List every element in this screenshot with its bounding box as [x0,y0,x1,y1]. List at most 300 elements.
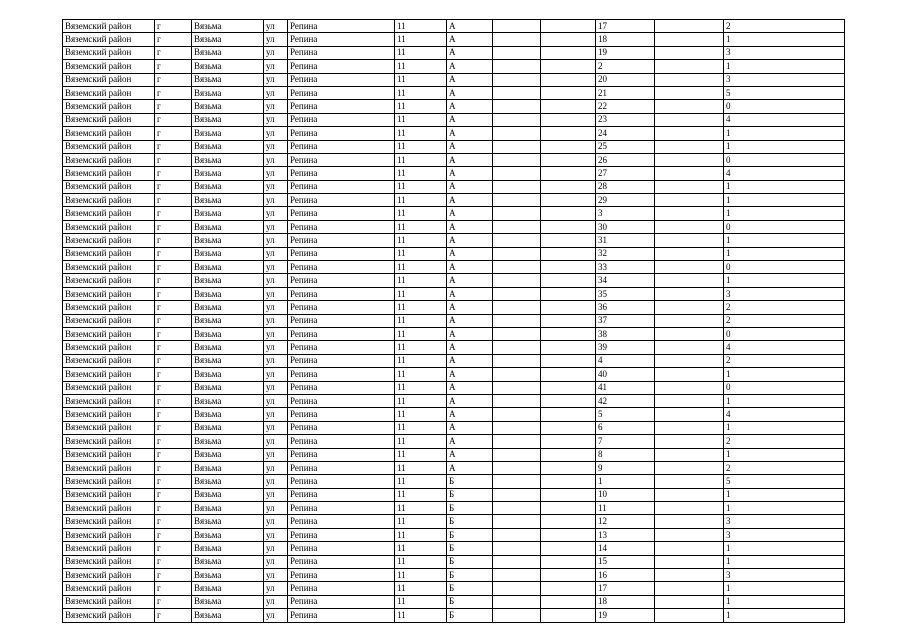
cell-count: 1 [724,595,845,608]
cell-building [493,381,541,394]
cell-count: 0 [724,327,845,340]
table-row [63,113,845,126]
cell-locality: Вязьма [192,46,264,59]
cell-locality-type: г [155,100,192,113]
cell-locality: Вязьма [192,555,264,568]
cell-extra [655,33,724,46]
cell-count: 5 [724,475,845,488]
cell-street: Репина [288,354,395,367]
cell-building [493,86,541,99]
cell-district: Вяземский район [63,86,155,99]
cell-structure [541,100,596,113]
cell-locality-type: г [155,421,192,434]
cell-letter: Б [447,475,493,488]
cell-locality: Вязьма [192,582,264,595]
cell-locality-type: г [155,20,192,33]
cell-locality-type: г [155,354,192,367]
table-row [63,327,845,340]
cell-count: 1 [724,207,845,220]
cell-count: 4 [724,408,845,421]
cell-locality: Вязьма [192,515,264,528]
cell-structure [541,220,596,233]
cell-district: Вяземский район [63,515,155,528]
cell-house: 11 [395,113,447,126]
cell-house: 11 [395,448,447,461]
cell-letter: А [447,341,493,354]
cell-extra [655,60,724,73]
cell-locality-type: г [155,194,192,207]
cell-locality: Вязьма [192,435,264,448]
cell-apartment: 40 [596,368,655,381]
table-row [63,528,845,541]
cell-street: Репина [288,261,395,274]
cell-street-type: ул [264,327,288,340]
cell-district: Вяземский район [63,73,155,86]
cell-house: 11 [395,461,447,474]
cell-building [493,167,541,180]
cell-district: Вяземский район [63,287,155,300]
cell-street-type: ул [264,247,288,260]
cell-count: 2 [724,354,845,367]
cell-street: Репина [288,20,395,33]
cell-letter: А [447,421,493,434]
cell-locality-type: г [155,127,192,140]
cell-count: 3 [724,569,845,582]
cell-structure [541,609,596,622]
cell-locality: Вязьма [192,20,264,33]
cell-street: Репина [288,341,395,354]
cell-building [493,140,541,153]
cell-district: Вяземский район [63,448,155,461]
cell-apartment: 8 [596,448,655,461]
table-row [63,140,845,153]
table-row [63,368,845,381]
cell-street-type: ул [264,555,288,568]
cell-structure [541,301,596,314]
cell-building [493,542,541,555]
cell-locality: Вязьма [192,127,264,140]
cell-street: Репина [288,60,395,73]
cell-locality: Вязьма [192,368,264,381]
table-row [63,127,845,140]
cell-house: 11 [395,73,447,86]
cell-extra [655,448,724,461]
cell-locality-type: г [155,60,192,73]
cell-house: 11 [395,207,447,220]
cell-building [493,20,541,33]
cell-apartment: 7 [596,435,655,448]
cell-structure [541,46,596,59]
cell-district: Вяземский район [63,488,155,501]
table-row [63,394,845,407]
cell-extra [655,113,724,126]
table-row [63,46,845,59]
cell-structure [541,394,596,407]
cell-house: 11 [395,609,447,622]
cell-street: Репина [288,153,395,166]
cell-house: 11 [395,287,447,300]
cell-house: 11 [395,194,447,207]
table-row [63,194,845,207]
cell-street-type: ул [264,20,288,33]
table-row [63,408,845,421]
cell-district: Вяземский район [63,354,155,367]
table-row [63,234,845,247]
cell-locality-type: г [155,247,192,260]
cell-letter: А [447,287,493,300]
cell-structure [541,73,596,86]
cell-house: 11 [395,435,447,448]
cell-structure [541,488,596,501]
cell-extra [655,194,724,207]
cell-locality: Вязьма [192,448,264,461]
cell-building [493,354,541,367]
cell-district: Вяземский район [63,408,155,421]
cell-street: Репина [288,33,395,46]
cell-building [493,274,541,287]
cell-letter: А [447,73,493,86]
cell-count: 1 [724,140,845,153]
cell-structure [541,515,596,528]
cell-street: Репина [288,542,395,555]
cell-district: Вяземский район [63,502,155,515]
cell-building [493,153,541,166]
cell-house: 11 [395,515,447,528]
cell-house: 11 [395,261,447,274]
cell-letter: А [447,33,493,46]
cell-apartment: 31 [596,234,655,247]
cell-street-type: ул [264,488,288,501]
cell-structure [541,127,596,140]
cell-apartment: 32 [596,247,655,260]
cell-locality: Вязьма [192,100,264,113]
cell-apartment: 6 [596,421,655,434]
cell-locality-type: г [155,394,192,407]
cell-structure [541,180,596,193]
table-row [63,153,845,166]
cell-district: Вяземский район [63,461,155,474]
table-row [63,73,845,86]
cell-street-type: ул [264,448,288,461]
cell-house: 11 [395,247,447,260]
cell-structure [541,582,596,595]
cell-letter: Б [447,609,493,622]
cell-street-type: ул [264,461,288,474]
cell-house: 11 [395,220,447,233]
cell-locality-type: г [155,341,192,354]
cell-locality: Вязьма [192,73,264,86]
cell-house: 11 [395,180,447,193]
cell-extra [655,20,724,33]
cell-locality: Вязьма [192,341,264,354]
cell-count: 1 [724,555,845,568]
cell-street-type: ул [264,234,288,247]
cell-count: 0 [724,153,845,166]
cell-extra [655,461,724,474]
cell-structure [541,327,596,340]
cell-street: Репина [288,287,395,300]
cell-count: 0 [724,220,845,233]
cell-house: 11 [395,475,447,488]
cell-building [493,609,541,622]
cell-count: 1 [724,247,845,260]
cell-letter: Б [447,582,493,595]
cell-count: 1 [724,127,845,140]
cell-building [493,435,541,448]
cell-apartment: 34 [596,274,655,287]
cell-count: 1 [724,502,845,515]
cell-district: Вяземский район [63,569,155,582]
cell-count: 4 [724,341,845,354]
cell-locality-type: г [155,274,192,287]
cell-locality-type: г [155,180,192,193]
cell-count: 0 [724,261,845,274]
cell-street-type: ул [264,542,288,555]
cell-letter: А [447,113,493,126]
cell-locality: Вязьма [192,207,264,220]
cell-locality: Вязьма [192,140,264,153]
cell-street: Репина [288,301,395,314]
cell-street-type: ул [264,354,288,367]
cell-apartment: 14 [596,542,655,555]
cell-building [493,528,541,541]
cell-building [493,475,541,488]
table-row [63,421,845,434]
cell-street: Репина [288,528,395,541]
cell-district: Вяземский район [63,180,155,193]
cell-locality-type: г [155,515,192,528]
cell-letter: А [447,234,493,247]
cell-apartment: 41 [596,381,655,394]
cell-structure [541,542,596,555]
table-row [63,569,845,582]
cell-letter: А [447,180,493,193]
cell-locality: Вязьма [192,542,264,555]
table-row [63,448,845,461]
cell-locality: Вязьма [192,247,264,260]
cell-apartment: 33 [596,261,655,274]
cell-house: 11 [395,542,447,555]
cell-count: 3 [724,515,845,528]
cell-letter: А [447,220,493,233]
cell-district: Вяземский район [63,475,155,488]
cell-apartment: 5 [596,408,655,421]
cell-house: 11 [395,86,447,99]
cell-structure [541,261,596,274]
cell-letter: А [447,381,493,394]
cell-street-type: ул [264,261,288,274]
cell-letter: А [447,247,493,260]
cell-structure [541,314,596,327]
cell-street-type: ул [264,86,288,99]
cell-structure [541,475,596,488]
cell-structure [541,354,596,367]
cell-structure [541,435,596,448]
cell-letter: А [447,86,493,99]
cell-district: Вяземский район [63,314,155,327]
cell-extra [655,73,724,86]
table-row [63,354,845,367]
cell-letter: А [447,435,493,448]
cell-street: Репина [288,274,395,287]
cell-locality-type: г [155,488,192,501]
cell-street: Репина [288,515,395,528]
cell-apartment: 26 [596,153,655,166]
cell-street-type: ул [264,595,288,608]
cell-building [493,595,541,608]
table-row [63,314,845,327]
cell-extra [655,100,724,113]
table-body [63,20,845,623]
cell-district: Вяземский район [63,46,155,59]
cell-building [493,261,541,274]
cell-house: 11 [395,502,447,515]
cell-street: Репина [288,127,395,140]
cell-locality-type: г [155,167,192,180]
cell-letter: А [447,448,493,461]
table-row [63,60,845,73]
cell-letter: А [447,153,493,166]
cell-locality-type: г [155,555,192,568]
cell-building [493,502,541,515]
cell-locality: Вязьма [192,180,264,193]
cell-extra [655,475,724,488]
cell-apartment: 3 [596,207,655,220]
table-row [63,207,845,220]
cell-count: 5 [724,86,845,99]
cell-house: 11 [395,167,447,180]
cell-street: Репина [288,180,395,193]
cell-count: 1 [724,394,845,407]
cell-house: 11 [395,368,447,381]
cell-locality: Вязьма [192,86,264,99]
cell-house: 11 [395,301,447,314]
cell-locality-type: г [155,609,192,622]
cell-extra [655,140,724,153]
cell-house: 11 [395,528,447,541]
cell-structure [541,341,596,354]
cell-extra [655,301,724,314]
table-row [63,595,845,608]
cell-letter: Б [447,542,493,555]
cell-house: 11 [395,408,447,421]
cell-building [493,421,541,434]
cell-count: 1 [724,60,845,73]
cell-locality-type: г [155,113,192,126]
cell-count: 0 [724,100,845,113]
cell-letter: А [447,301,493,314]
cell-extra [655,127,724,140]
cell-house: 11 [395,569,447,582]
cell-district: Вяземский район [63,127,155,140]
table-row [63,20,845,33]
cell-extra [655,247,724,260]
cell-street-type: ул [264,46,288,59]
cell-house: 11 [395,394,447,407]
cell-apartment: 23 [596,113,655,126]
cell-structure [541,234,596,247]
cell-letter: Б [447,528,493,541]
cell-street-type: ул [264,220,288,233]
cell-letter: А [447,314,493,327]
cell-extra [655,595,724,608]
cell-letter: А [447,368,493,381]
cell-street-type: ул [264,127,288,140]
cell-extra [655,287,724,300]
table-row [63,582,845,595]
cell-locality: Вязьма [192,287,264,300]
cell-structure [541,408,596,421]
cell-street-type: ул [264,582,288,595]
cell-house: 11 [395,20,447,33]
cell-district: Вяземский район [63,609,155,622]
cell-structure [541,274,596,287]
cell-house: 11 [395,234,447,247]
table-row [63,100,845,113]
cell-district: Вяземский район [63,274,155,287]
cell-letter: А [447,354,493,367]
cell-district: Вяземский район [63,153,155,166]
cell-letter: А [447,167,493,180]
cell-letter: А [447,127,493,140]
cell-building [493,327,541,340]
cell-count: 1 [724,421,845,434]
cell-extra [655,167,724,180]
cell-street-type: ул [264,167,288,180]
cell-apartment: 28 [596,180,655,193]
cell-building [493,341,541,354]
cell-locality-type: г [155,528,192,541]
cell-apartment: 20 [596,73,655,86]
cell-apartment: 22 [596,100,655,113]
cell-locality-type: г [155,314,192,327]
cell-street-type: ул [264,180,288,193]
cell-locality-type: г [155,33,192,46]
cell-district: Вяземский район [63,394,155,407]
cell-structure [541,421,596,434]
cell-letter: Б [447,502,493,515]
cell-locality-type: г [155,381,192,394]
cell-structure [541,381,596,394]
cell-count: 1 [724,448,845,461]
cell-building [493,368,541,381]
cell-extra [655,180,724,193]
cell-street-type: ул [264,153,288,166]
cell-locality-type: г [155,368,192,381]
cell-extra [655,555,724,568]
cell-building [493,461,541,474]
cell-count: 0 [724,381,845,394]
cell-district: Вяземский район [63,435,155,448]
cell-street: Репина [288,167,395,180]
table-row [63,301,845,314]
table-row [63,475,845,488]
table-row [63,33,845,46]
cell-apartment: 18 [596,595,655,608]
cell-count: 3 [724,46,845,59]
cell-street-type: ул [264,194,288,207]
table-row [63,555,845,568]
cell-street: Репина [288,582,395,595]
cell-street-type: ул [264,140,288,153]
cell-building [493,408,541,421]
cell-house: 11 [395,341,447,354]
cell-street: Репина [288,408,395,421]
cell-street: Репина [288,207,395,220]
cell-building [493,569,541,582]
cell-extra [655,408,724,421]
cell-house: 11 [395,274,447,287]
